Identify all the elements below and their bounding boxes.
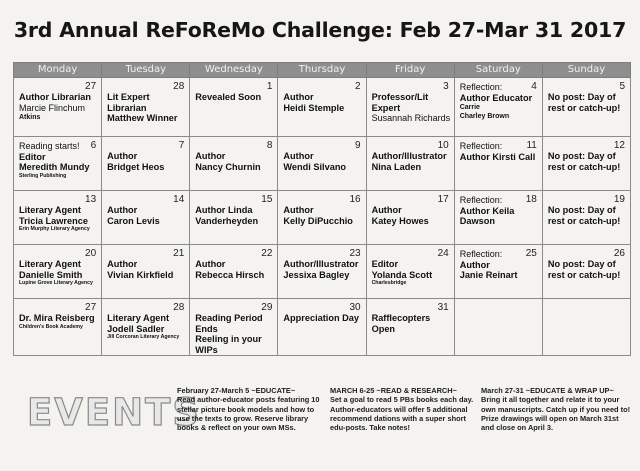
day-number: 23 bbox=[349, 248, 361, 259]
day-line: Professor/Lit Expert bbox=[371, 92, 429, 113]
day-line: Reflection: bbox=[459, 141, 503, 151]
day-line: Janie Reinart bbox=[459, 270, 518, 280]
weekday-saturday: Saturday bbox=[454, 63, 542, 78]
calendar-table bbox=[13, 62, 631, 356]
day-line: Author bbox=[283, 151, 314, 161]
page-title: 3rd Annual ReFoReMo Challenge: Feb 27-Mar 31 2017 bbox=[13, 18, 627, 42]
day-cell bbox=[454, 245, 542, 299]
day-cell bbox=[190, 78, 278, 137]
day-number: 14 bbox=[173, 194, 185, 205]
day-line: Author Librarian bbox=[19, 92, 91, 102]
day-cell bbox=[542, 245, 630, 299]
day-number: 27 bbox=[85, 302, 97, 313]
day-number: 16 bbox=[349, 194, 361, 205]
day-line: Caron Levis bbox=[107, 215, 160, 226]
day-cell bbox=[542, 191, 630, 245]
day-line: Vanderheyden bbox=[195, 215, 259, 226]
day-line: Wendi Silvano bbox=[283, 161, 347, 172]
day-line: Yolanda Scott bbox=[371, 269, 433, 280]
day-number: 6 bbox=[90, 140, 97, 151]
day-number: 29 bbox=[261, 302, 273, 313]
day-number: 28 bbox=[173, 302, 185, 313]
day-number: 3 bbox=[443, 81, 449, 92]
day-line: Literary Agent bbox=[107, 313, 170, 323]
day-content bbox=[14, 137, 101, 180]
day-line: Atkins bbox=[19, 114, 41, 121]
blurb-heading: MARCH 6-25 ~READ & RESEARCH~ bbox=[330, 386, 457, 395]
day-number: 1 bbox=[266, 81, 273, 92]
day-line: rest or catch-up! bbox=[547, 161, 621, 172]
day-number: 21 bbox=[173, 248, 185, 259]
day-number: 20 bbox=[85, 248, 97, 259]
day-line: Reading starts! bbox=[19, 141, 80, 151]
day-cell bbox=[366, 299, 454, 356]
day-content bbox=[190, 137, 277, 172]
day-line: Bridget Heos bbox=[107, 161, 165, 172]
week-row bbox=[14, 245, 631, 299]
day-number: 12 bbox=[613, 140, 625, 151]
day-line: Erin Murphy Literary Agency bbox=[19, 226, 90, 232]
day-line: Dawson bbox=[459, 216, 495, 226]
day-line: Author bbox=[107, 151, 138, 161]
day-number: 9 bbox=[355, 140, 361, 151]
day-cell bbox=[190, 245, 278, 299]
weekday-friday: Friday bbox=[366, 63, 454, 78]
blurb-body: Read author-educator posts featuring 10 stellar picture book models and how to use the texts to grow. Reserve library books & reflect on your own MSs. bbox=[177, 395, 320, 433]
day-line: Editor bbox=[19, 151, 46, 162]
day-line: Katey Howes bbox=[371, 215, 429, 226]
events-blurb-educate bbox=[177, 386, 327, 432]
day-line: Carrie bbox=[459, 104, 480, 111]
week-row bbox=[14, 299, 631, 356]
day-cell bbox=[366, 191, 454, 245]
day-cell bbox=[102, 299, 190, 356]
day-number: 13 bbox=[85, 194, 97, 205]
day-line: Author Kirsti Call bbox=[459, 151, 536, 162]
day-line: No post: Day of bbox=[547, 205, 616, 215]
day-cell bbox=[454, 299, 542, 356]
day-line: Kelly DiPucchio bbox=[283, 215, 353, 226]
day-cell bbox=[14, 191, 102, 245]
day-line: Lupine Grove Literary Agency bbox=[19, 280, 93, 286]
day-content bbox=[190, 78, 277, 103]
weekday-thursday: Thursday bbox=[278, 63, 366, 78]
day-number: 26 bbox=[613, 248, 625, 259]
week-row bbox=[14, 191, 631, 245]
day-number: 18 bbox=[525, 194, 537, 205]
week-row bbox=[14, 78, 631, 137]
blurb-body: Bring it all together and relate it to your own manuscripts. Catch up if you need to! Prize drawings will open on March 31st and close on April 3. bbox=[481, 395, 631, 433]
day-cell bbox=[190, 191, 278, 245]
day-number: 10 bbox=[437, 140, 449, 151]
day-cell bbox=[454, 137, 542, 191]
day-line: Jodell Sadler bbox=[107, 323, 165, 334]
weekday-header-row bbox=[14, 63, 631, 78]
events-heading: EVENTS bbox=[27, 391, 202, 434]
day-number: 2 bbox=[355, 81, 361, 92]
day-content bbox=[455, 299, 542, 313]
day-line: Literary Agent bbox=[19, 205, 81, 215]
day-line: Author bbox=[195, 259, 226, 269]
weekday-monday: Monday bbox=[14, 63, 102, 78]
day-content bbox=[367, 78, 454, 124]
day-number: 28 bbox=[173, 81, 185, 92]
day-number: 22 bbox=[261, 248, 273, 259]
day-number: 31 bbox=[437, 302, 449, 313]
day-cell bbox=[190, 299, 278, 356]
day-cell bbox=[102, 191, 190, 245]
day-cell bbox=[278, 78, 366, 137]
day-line: Author Keila bbox=[459, 205, 515, 216]
day-line: Appreciation Day bbox=[283, 313, 359, 323]
blurb-heading: March 27-31 ~EDUCATE & WRAP UP~ bbox=[481, 386, 614, 395]
day-line: Sterling Publishing bbox=[19, 172, 67, 179]
day-cell bbox=[454, 191, 542, 245]
day-line: Reeling in your WIPs bbox=[195, 334, 262, 355]
day-line: Vivian Kirkfield bbox=[107, 269, 174, 280]
day-cell bbox=[14, 137, 102, 191]
day-line: Author/Illustrator bbox=[283, 259, 359, 269]
day-content bbox=[278, 137, 365, 172]
day-cell bbox=[102, 78, 190, 137]
day-line: Reflection: bbox=[459, 249, 503, 259]
day-number: 15 bbox=[261, 194, 273, 205]
day-number: 17 bbox=[437, 194, 449, 205]
day-line: Heidi Stemple bbox=[283, 102, 345, 113]
day-content bbox=[102, 137, 189, 172]
day-content bbox=[543, 299, 630, 313]
day-cell bbox=[366, 245, 454, 299]
day-line: Susannah Richards bbox=[371, 113, 451, 123]
events-blurb-read-research bbox=[330, 386, 480, 432]
day-number: 4 bbox=[531, 81, 537, 92]
day-line: Author bbox=[107, 259, 138, 269]
day-cell bbox=[102, 245, 190, 299]
day-line: Author/Illustrator bbox=[371, 151, 447, 161]
day-line: Marcie Flinchum bbox=[19, 102, 86, 113]
weekday-wednesday: Wednesday bbox=[190, 63, 278, 78]
day-number: 27 bbox=[85, 81, 97, 92]
day-line: Reading Period Ends bbox=[195, 313, 263, 334]
day-line: Charlesbridge bbox=[371, 280, 407, 286]
day-line: Author bbox=[459, 259, 490, 270]
day-number: 25 bbox=[525, 248, 537, 259]
day-cell bbox=[14, 78, 102, 137]
day-line: Author bbox=[283, 205, 314, 215]
day-line: rest or catch-up! bbox=[547, 102, 621, 113]
day-line: Editor bbox=[371, 259, 399, 269]
day-cell bbox=[542, 299, 630, 356]
day-content bbox=[455, 78, 542, 121]
day-number: 19 bbox=[613, 194, 625, 205]
day-cell bbox=[366, 78, 454, 137]
day-number: 24 bbox=[437, 248, 449, 259]
day-line: Revealed Soon bbox=[195, 92, 262, 102]
day-line: Literary Agent bbox=[19, 259, 81, 269]
day-content bbox=[278, 78, 365, 113]
day-line: Jill Corcoran Literary Agency bbox=[107, 334, 180, 340]
day-line: No post: Day of bbox=[547, 151, 616, 161]
day-cell bbox=[14, 245, 102, 299]
day-line: Matthew Winner bbox=[107, 113, 178, 123]
day-number: 7 bbox=[178, 140, 185, 151]
day-line: Nina Laden bbox=[371, 161, 422, 172]
day-number: 5 bbox=[619, 81, 625, 92]
week-row bbox=[14, 137, 631, 191]
day-line: Nancy Churnin bbox=[195, 161, 261, 172]
weekday-sunday: Sunday bbox=[542, 63, 630, 78]
day-line: No post: Day of bbox=[547, 92, 616, 102]
day-cell bbox=[278, 245, 366, 299]
day-cell bbox=[366, 137, 454, 191]
day-cell bbox=[278, 299, 366, 356]
day-line: No post: Day of bbox=[547, 259, 616, 269]
day-content bbox=[543, 78, 630, 113]
day-cell bbox=[102, 137, 190, 191]
day-cell bbox=[278, 191, 366, 245]
day-cell bbox=[542, 137, 630, 191]
blurb-heading: February 27-March 5 ~EDUCATE~ bbox=[177, 386, 296, 395]
day-line: Dr. Mira Reisberg bbox=[19, 313, 95, 323]
day-line: Rebecca Hirsch bbox=[195, 269, 265, 280]
day-line: Author Educator bbox=[459, 92, 533, 103]
day-line: Reflection: bbox=[459, 82, 503, 92]
day-line: Author bbox=[195, 151, 226, 161]
day-line: rest or catch-up! bbox=[547, 269, 621, 280]
day-line: Children's Book Academy bbox=[19, 323, 83, 330]
day-line: Reflection: bbox=[459, 195, 503, 205]
day-line: Meredith Mundy bbox=[19, 162, 90, 172]
day-line: Rafflecopters Open bbox=[371, 313, 431, 334]
day-cell bbox=[190, 137, 278, 191]
day-cell bbox=[14, 299, 102, 356]
day-cell bbox=[542, 78, 630, 137]
day-number: 30 bbox=[349, 302, 361, 313]
day-cell bbox=[454, 78, 542, 137]
day-line: Tricia Lawrence bbox=[19, 215, 88, 226]
events-blurb-wrap-up bbox=[481, 386, 631, 432]
day-line: Lit Expert Librarian bbox=[107, 92, 150, 113]
day-line: Author bbox=[371, 205, 402, 215]
day-line: Author bbox=[107, 205, 138, 215]
day-line: Author Linda bbox=[195, 205, 253, 215]
day-line: Charley Brown bbox=[459, 113, 510, 120]
day-number: 11 bbox=[526, 140, 537, 151]
day-cell bbox=[278, 137, 366, 191]
weekday-tuesday: Tuesday bbox=[102, 63, 190, 78]
day-line: Jessixa Bagley bbox=[283, 269, 350, 280]
day-line: Author bbox=[283, 92, 314, 102]
day-number: 8 bbox=[266, 140, 273, 151]
blurb-body: Set a goal to read 5 PBs books each day. Author-educators will offer 5 additional recommend dations with a super short edu-posts. Take notes! bbox=[330, 395, 474, 433]
day-line: rest or catch-up! bbox=[547, 215, 621, 226]
day-line: Danielle Smith bbox=[19, 269, 83, 280]
